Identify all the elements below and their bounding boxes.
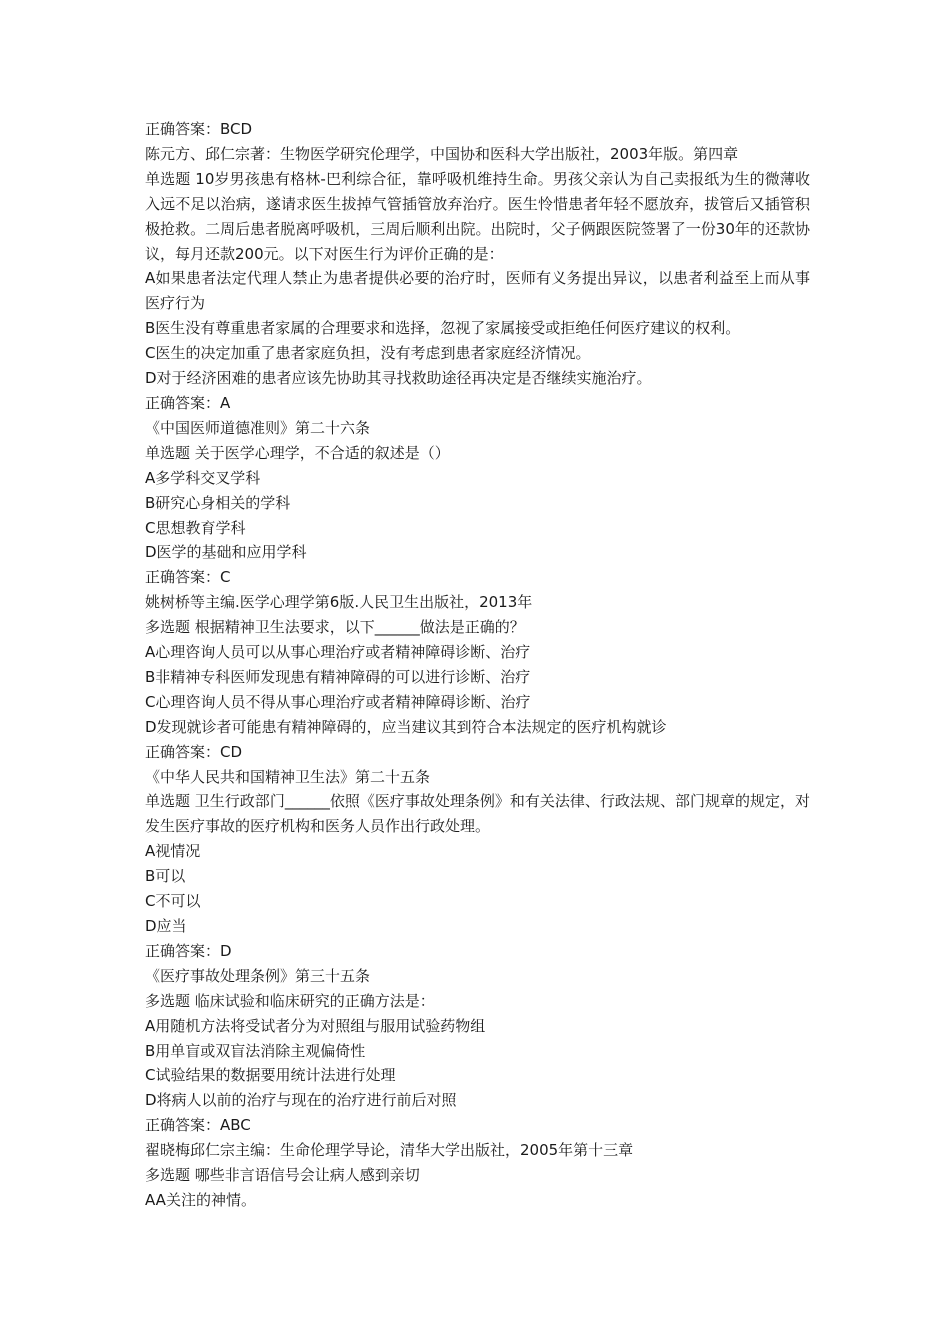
option-line: C思想教育学科 [145,518,246,537]
question-text: 单选题 10岁男孩患有格林-巴利综合征，靠呼吸机维持生命。男孩父亲认为自己卖报纸为生的微薄收入远不足以治病，遂请求医生拔掉气管插管放弃治疗。医生怜惜患者年轻不愿放弃，拔管后又插管积极抢救。二周后患者脱离呼吸机，三周后顺利出院。出院时，父子俩跟医院签署了一份30年的还款协议，每月还款200元。以下对医生行为评价正确的是： [145,169,810,263]
option-line: D应当 [145,917,187,935]
option-line: B医生没有尊重患者家属的合理要求和选择，忽视了家属接受或拒绝任何医疗建议的权利。 [145,319,741,338]
option-line: B研究心身相关的学科 [145,493,291,512]
option-line: C心理咨询人员不得从事心理治疗或者精神障碍诊断、治疗 [145,692,531,711]
answer-line: 正确答案：ABC [145,1116,251,1135]
answer-line: 正确答案：CD [145,742,243,761]
option-line: B非精神专科医师发现患有精神障碍的可以进行诊断、治疗 [145,667,531,686]
reference-line: 《中华人民共和国精神卫生法》第二十五条 [145,767,431,786]
question-text: 多选题 根据精神卫生法要求，以下______做法是正确的？ [145,618,525,637]
option-line: B用单盲或双盲法消除主观偏倚性 [145,1041,366,1060]
reference-line: 翟晓梅邱仁宗主编：生命伦理学导论，清华大学出版社，2005年第十三章 [145,1141,634,1160]
document-body [145,117,810,1213]
option-line: A视情况 [145,842,201,861]
option-line: C试验结果的数据要用统计法进行处理 [145,1066,396,1085]
option-line: C不可以 [145,892,201,911]
option-line: D发现就诊者可能患有精神障碍的，应当建议其到符合本法规定的医疗机构就诊 [145,717,667,736]
reference-line: 陈元方、邱仁宗著：生物医学研究伦理学，中国协和医科大学出版社，2003年版。第四章 [145,144,739,163]
option-line: D对于经济困难的患者应该先协助其寻找救助途径再决定是否继续实施治疗。 [145,369,652,388]
reference-line: 姚树桥等主编.医学心理学第6版.人民卫生出版社，2013年 [145,593,533,612]
option-line: AA关注的神情。 [145,1190,256,1209]
question-text: 多选题 临床试验和临床研究的正确方法是： [145,991,435,1010]
option-line: D将病人以前的治疗与现在的治疗进行前后对照 [145,1091,457,1110]
question-text: 单选题 关于医学心理学，不合适的叙述是（） [145,443,450,462]
option-line: B可以 [145,867,186,886]
reference-line: 《医疗事故处理条例》第三十五条 [145,966,371,985]
answer-line: 正确答案：BCD [145,120,253,138]
option-line: A如果患者法定代理人禁止为患者提供必要的治疗时，医师有义务提出异议，以患者利益至上而从事医疗行为 [145,269,810,313]
question-text: 多选题 哪些非言语信号会让病人感到亲切 [145,1166,420,1185]
option-line: C医生的决定加重了患者家庭负担，没有考虑到患者家庭经济情况。 [145,344,591,363]
answer-line: 正确答案：D [145,941,232,960]
option-line: A用随机方法将受试者分为对照组与服用试验药物组 [145,1016,486,1035]
option-line: A心理咨询人员可以从事心理治疗或者精神障碍诊断、治疗 [145,643,531,662]
answer-line: 正确答案：A [145,393,231,412]
answer-line: 正确答案：C [145,568,231,587]
question-text: 单选题 卫生行政部门______依照《医疗事故处理条例》和有关法律、行政法规、部门规章的规定，对发生医疗事故的医疗机构和医务人员作出行政处理。 [145,792,810,836]
option-line: D医学的基础和应用学科 [145,543,307,562]
reference-line: 《中国医师道德准则》第二十六条 [145,418,371,437]
option-line: A多学科交叉学科 [145,468,261,487]
